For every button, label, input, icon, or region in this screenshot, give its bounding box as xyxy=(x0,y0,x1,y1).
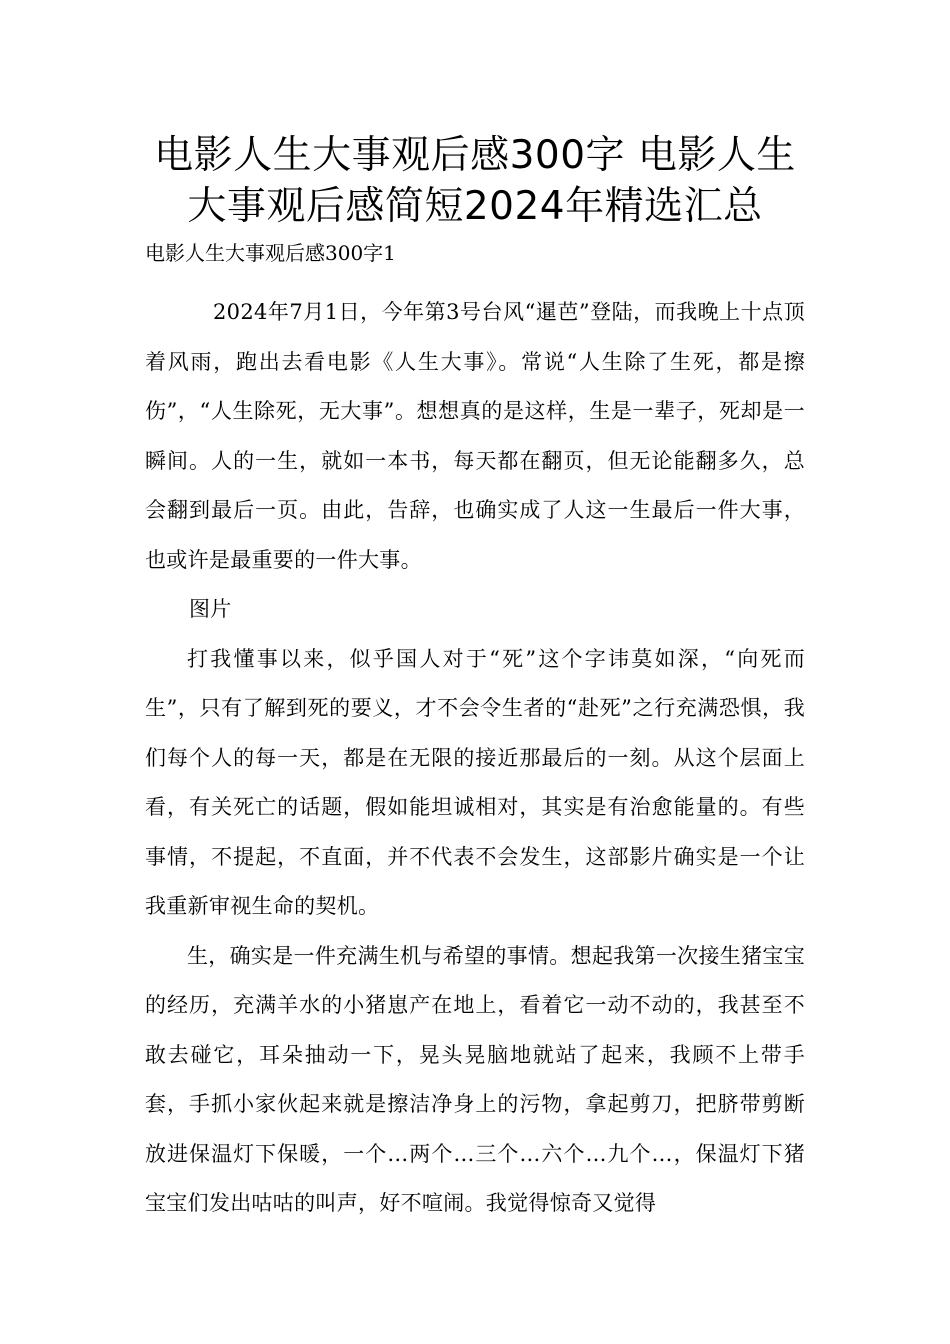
document-title: 电影人生大事观后感300字 电影人生大事观后感简短2024年精选汇总 xyxy=(154,133,796,229)
paragraph-3: 生，确实是一件充满生机与希望的事情。想起我第一次接生猪宝宝的经历，充满羊水的小猪崽产在地上，看着它一动不动的，我甚至不敢去碰它，耳朵抽动一下，晃头晃脑地就站了起来，我顾不上带手套，手抓小家伙起来就是擦洁净身上的污物，拿起剪刀，把脐带剪断放进保温灯下保暖，一个…两个…三个…六个…九个…，保温灯下猪宝宝们发出咕咕的叫声，好不喧闹。我觉得惊奇又觉得 xyxy=(145,943,805,1215)
paragraph-1: 2024年7月1日，今年第3号台风“暹芭”登陆，而我晚上十点顶着风雨，跑出去看电影《人生大事》。常说“人生除了生死，都是擦伤”，“人生除死，无大事”。想想真的是这样，生是一辈子，死却是一瞬间。人的一生，就如一本书，每天都在翻页，但无论能翻多久，总会翻到最后一页。由此，告辞，也确实成了人这一生最后一件大事，也或许是最重要的一件大事。 xyxy=(145,300,805,572)
document-body xyxy=(145,288,805,1229)
section-heading: 电影人生大事观后感300字1 xyxy=(145,241,396,265)
paragraph-2: 打我懂事以来，似乎国人对于“死”这个字讳莫如深，“向死而生”，只有了解到死的要义，才不会令生者的“赴死”之行充满恐惧，我们每个人的每一天，都是在无限的接近那最后的一刻。从这个层面上看，有关死亡的话题，假如能坦诚相对，其实是有治愈能量的。有些事情，不提起，不直面，并不代表不会发生，这部影片确实是一个让我重新审视生命的契机。 xyxy=(145,646,805,918)
image-placeholder-label: 图片 xyxy=(189,597,232,621)
